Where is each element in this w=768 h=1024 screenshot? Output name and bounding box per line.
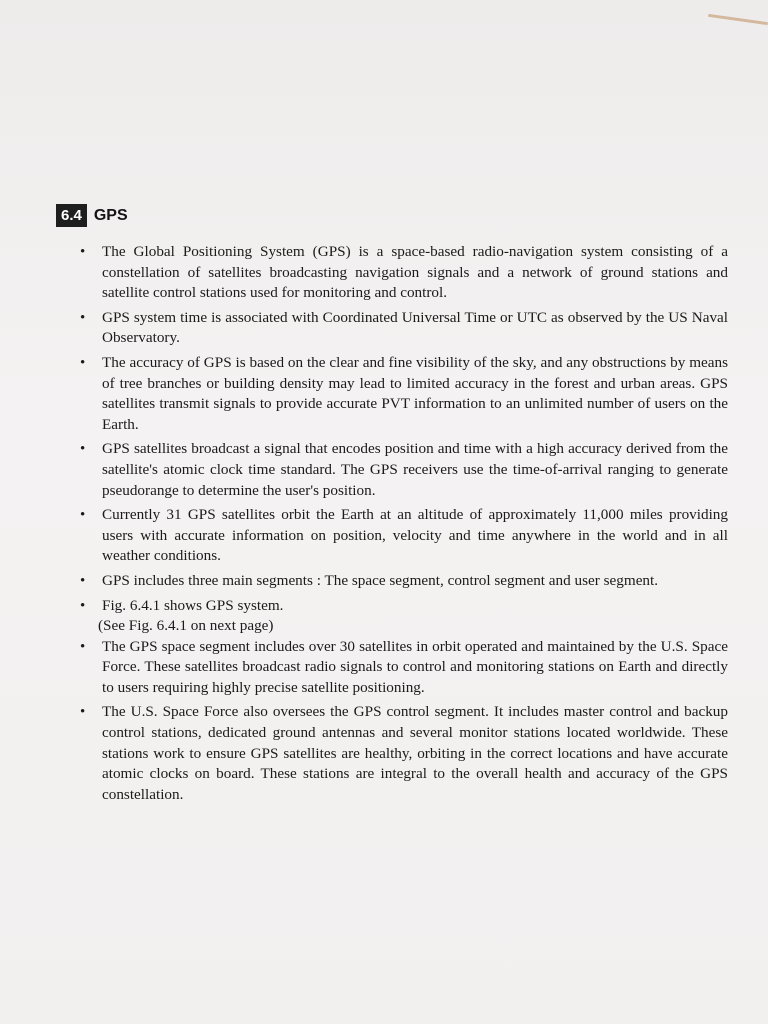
bullet-item bbox=[76, 308, 728, 349]
bullet-text: Currently 31 GPS satellites orbit the Earth at an altitude of approximately 11,000 miles providing users with accurate information on position, velocity and time anywhere in the world and in all weather conditions. bbox=[102, 506, 728, 565]
bullet-text: GPS system time is associated with Coordinated Universal Time or UTC as observed by the US Naval Observatory. bbox=[102, 308, 728, 347]
bullet-item bbox=[76, 439, 728, 501]
bullet-item bbox=[76, 242, 728, 304]
bullet-text: The U.S. Space Force also oversees the GPS control segment. It includes master control and backup control stations, dedicated ground antennas and several monitor stations located worldwide. These stations work to ensure GPS satellites are healthy, orbiting in the correct locations and have accurate atomic clocks on board. These stations are integral to the overall health and accuracy of the GPS constellation. bbox=[102, 703, 728, 803]
bullet-text: The Global Positioning System (GPS) is a space-based radio-navigation system consisting of a constellation of satellites broadcasting navigation signals and a network of ground stations and satellite control stations used for monitoring and control. bbox=[102, 243, 728, 302]
bullet-icon: • bbox=[80, 638, 86, 655]
figure-reference-note: (See Fig. 6.4.1 on next page) bbox=[98, 617, 274, 635]
section-header bbox=[56, 204, 128, 227]
page-corner-mark bbox=[708, 14, 768, 25]
section-number: 6.4 bbox=[56, 204, 87, 227]
bullet-icon: • bbox=[80, 572, 86, 589]
bullet-text: GPS includes three main segments : The space segment, control segment and user segment. bbox=[102, 571, 659, 589]
bullet-item bbox=[76, 571, 728, 592]
bullet-icon: • bbox=[80, 597, 86, 614]
bullet-icon: • bbox=[80, 704, 86, 721]
bullet-icon: • bbox=[80, 309, 86, 326]
bullet-icon: • bbox=[80, 244, 86, 260]
bullet-text: Fig. 6.4.1 shows GPS system. bbox=[102, 596, 284, 614]
bullet-icon: • bbox=[80, 507, 86, 524]
bullet-item bbox=[76, 702, 728, 805]
bullet-text: The accuracy of GPS is based on the clear and fine visibility of the sky, and any obstructions by means of tree branches or building density may lead to limited accuracy in the forest and urban areas. GPS satellites transmit signals to provide accurate PVT information to an unlimited number of users on the Earth. bbox=[102, 353, 728, 433]
bullet-icon: • bbox=[80, 354, 86, 371]
bullet-item bbox=[76, 505, 728, 567]
bullet-item bbox=[76, 637, 728, 699]
section-title: GPS bbox=[93, 206, 128, 224]
bullet-icon: • bbox=[80, 441, 86, 458]
bullet-text: The GPS space segment includes over 30 satellites in orbit operated and maintained by the U.S. Space Force. These satellites broadcast radio signals to control and monitoring stations on Earth and directly to users requiring highly precise satellite positioning. bbox=[102, 637, 728, 696]
bullet-item bbox=[76, 596, 728, 637]
bullet-text: GPS satellites broadcast a signal that encodes position and time with a high accuracy derived from the satellite's atomic clock time standard. The GPS receivers use the time-of-arrival ranging to generate pseudorange to determine the user's position. bbox=[102, 440, 728, 499]
bullet-list bbox=[76, 242, 728, 809]
bullet-item bbox=[76, 353, 728, 435]
